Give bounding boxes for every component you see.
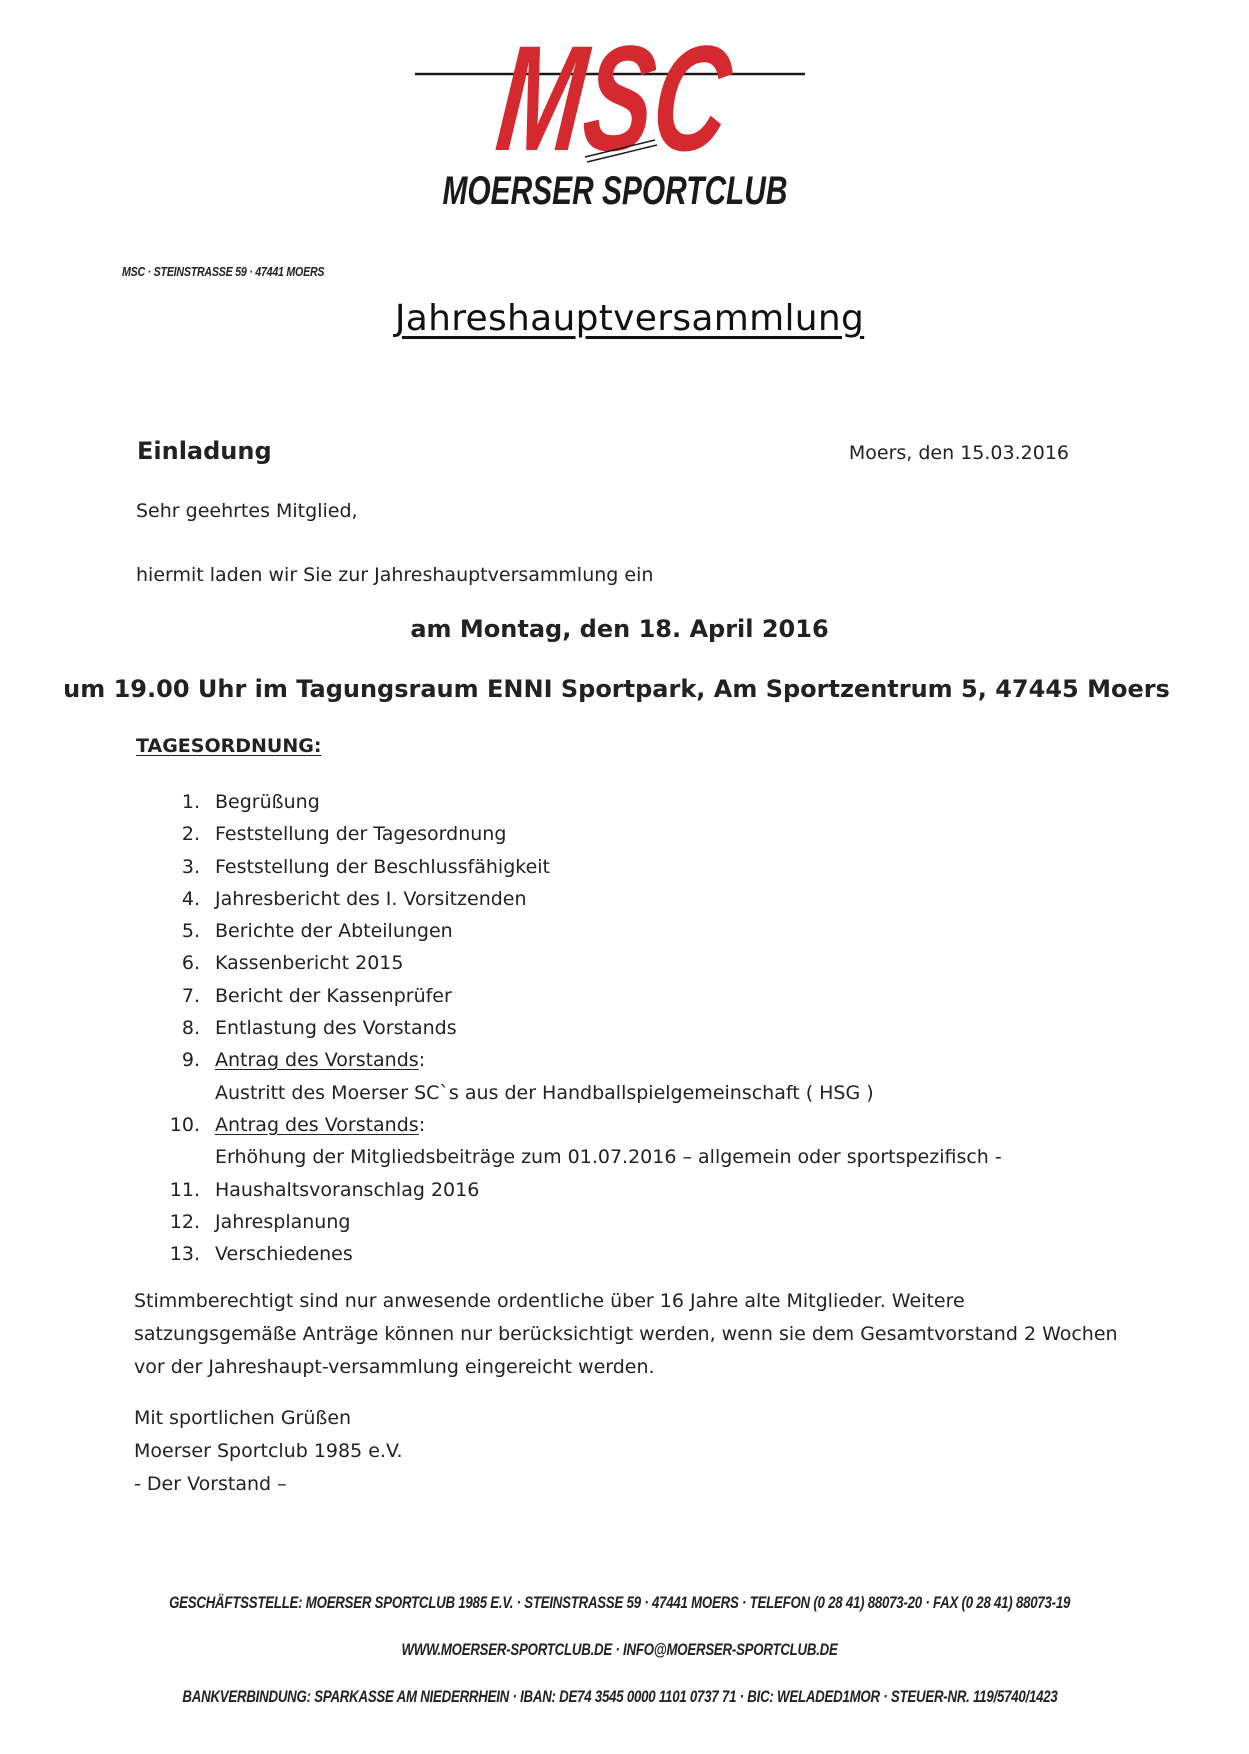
agenda-item-number: 1. [181, 791, 200, 813]
agenda-item-number: 13. [169, 1243, 200, 1266]
agenda-item-number: 4. [181, 887, 200, 910]
agenda-item [150, 818, 1002, 850]
closing-greeting: Mit sportlichen Grüßen [134, 1407, 352, 1429]
invitation-heading: Einladung [137, 437, 272, 465]
agenda-item-text: Haushaltsvoranschlag 2016 [215, 1178, 480, 1201]
agenda-item-text: Antrag des Vorstands [215, 1113, 419, 1136]
footer-office-text: GESCHÄFTSSTELLE: MOERSER SPORTCLUB 1985 E.V. · STEINSTRASSE 59 · 47441 MOERS · TELEFON (0 28 41) 88073-20 · FAX (0 28 41) 88073-19 [168, 1593, 1071, 1612]
agenda-item-number: 8. [181, 1017, 200, 1040]
agenda-item-detail: Austritt des Moerser SC`s aus der Handballspielgemeinschaft ( HSG ) [215, 1081, 874, 1104]
agenda-item [150, 883, 1002, 915]
agenda-list [150, 786, 1002, 1270]
agenda-item-number: 9. [181, 1049, 200, 1072]
agenda-item-text: Entlastung des Vorstands [215, 1017, 457, 1040]
footer-office [0, 1593, 1239, 1613]
agenda-item-number: 12. [169, 1210, 200, 1233]
agenda-item [150, 1238, 1002, 1270]
agenda-item-number: 10. [169, 1113, 200, 1136]
agenda-item-text: Feststellung der Tagesordnung [215, 823, 507, 846]
agenda-item [150, 980, 1002, 1012]
salutation: Sehr geehrtes Mitglied, [136, 500, 358, 522]
document-title: Jahreshauptversammlung [394, 298, 865, 339]
agenda-item [150, 1109, 1002, 1174]
logo-club-name: MOERSER SPORTCLUB [442, 169, 788, 213]
agenda-item [150, 851, 1002, 883]
agenda-heading: TAGESORDNUNG: [136, 735, 322, 757]
agenda-item-text: Jahresplanung [215, 1210, 351, 1233]
sender-address: MSC · STEINSTRASSE 59 · 47441 MOERS [122, 264, 325, 279]
footer-web [0, 1640, 1239, 1660]
agenda-item-text: Berichte der Abteilungen [215, 920, 453, 943]
agenda-item [150, 947, 1002, 979]
agenda-item [150, 786, 1002, 818]
agenda-item-number: 5. [181, 920, 200, 943]
logo-letters: MSC [490, 14, 842, 182]
agenda-item [150, 1174, 1002, 1206]
event-date: am Montag, den 18. April 2016 [410, 615, 829, 643]
agenda-item [150, 1044, 1002, 1109]
agenda-item-text: Feststellung der Beschlussfähigkeit [215, 855, 550, 878]
letter-date: Moers, den 15.03.2016 [848, 442, 1069, 464]
msc-logo-graphic [415, 14, 842, 222]
intro-text: hiermit laden wir Sie zur Jahreshauptversammlung ein [136, 564, 654, 586]
agenda-item-detail: Erhöhung der Mitgliedsbeiträge zum 01.07.2016 – allgemein oder sportspezifisch - [215, 1146, 1002, 1169]
agenda-item-number: 3. [181, 855, 200, 878]
agenda-item-text: Jahresbericht des I. Vorsitzenden [215, 887, 527, 910]
agenda-item [150, 1206, 1002, 1238]
footer-web-text: WWW.MOERSER-SPORTCLUB.DE · INFO@MOERSER-SPORTCLUB.DE [401, 1640, 838, 1659]
agenda-item-number: 6. [181, 952, 200, 975]
closing-signature: - Der Vorstand – [134, 1473, 287, 1495]
agenda-item-text: Antrag des Vorstands [215, 1049, 419, 1072]
agenda-item [150, 1012, 1002, 1044]
agenda-item-suffix: : [418, 1049, 426, 1072]
agenda-item-suffix: : [418, 1113, 426, 1136]
footer-bank [0, 1687, 1239, 1707]
voting-notice: Stimmberechtigt sind nur anwesende ordentliche über 16 Jahre alte Mitglieder. Weitere satzungsgemäße Anträge können nur berücksichtigt werden, wenn sie dem Gesamtvorstand 2 Wochen vor der Jahreshaupt-versammlung eingereicht werden. [134, 1290, 1118, 1378]
event-place: um 19.00 Uhr im Tagungsraum ENNI Sportpark, Am Sportzentrum 5, 47445 Moers [63, 675, 1170, 703]
agenda-item-text: Kassenbericht 2015 [215, 952, 404, 975]
agenda-item-number: 7. [181, 984, 200, 1007]
agenda-item [150, 915, 1002, 947]
agenda-item-number: 2. [181, 823, 200, 846]
closing-block [134, 1402, 403, 1501]
agenda-item-text: Verschiedenes [215, 1243, 353, 1266]
club-logo [415, 14, 842, 222]
agenda-item-text: Bericht der Kassenprüfer [215, 984, 452, 1007]
agenda-item-number: 11. [169, 1178, 200, 1201]
agenda-item-text: Begrüßung [215, 791, 320, 813]
closing-club: Moerser Sportclub 1985 e.V. [134, 1440, 403, 1462]
footer-bank-text: BANKVERBINDUNG: SPARKASSE AM NIEDERRHEIN · IBAN: DE74 3545 0000 1101 0737 71 · BIC: WELADED1MOR · STEUER-NR. 119/5740/1423 [181, 1687, 1058, 1706]
